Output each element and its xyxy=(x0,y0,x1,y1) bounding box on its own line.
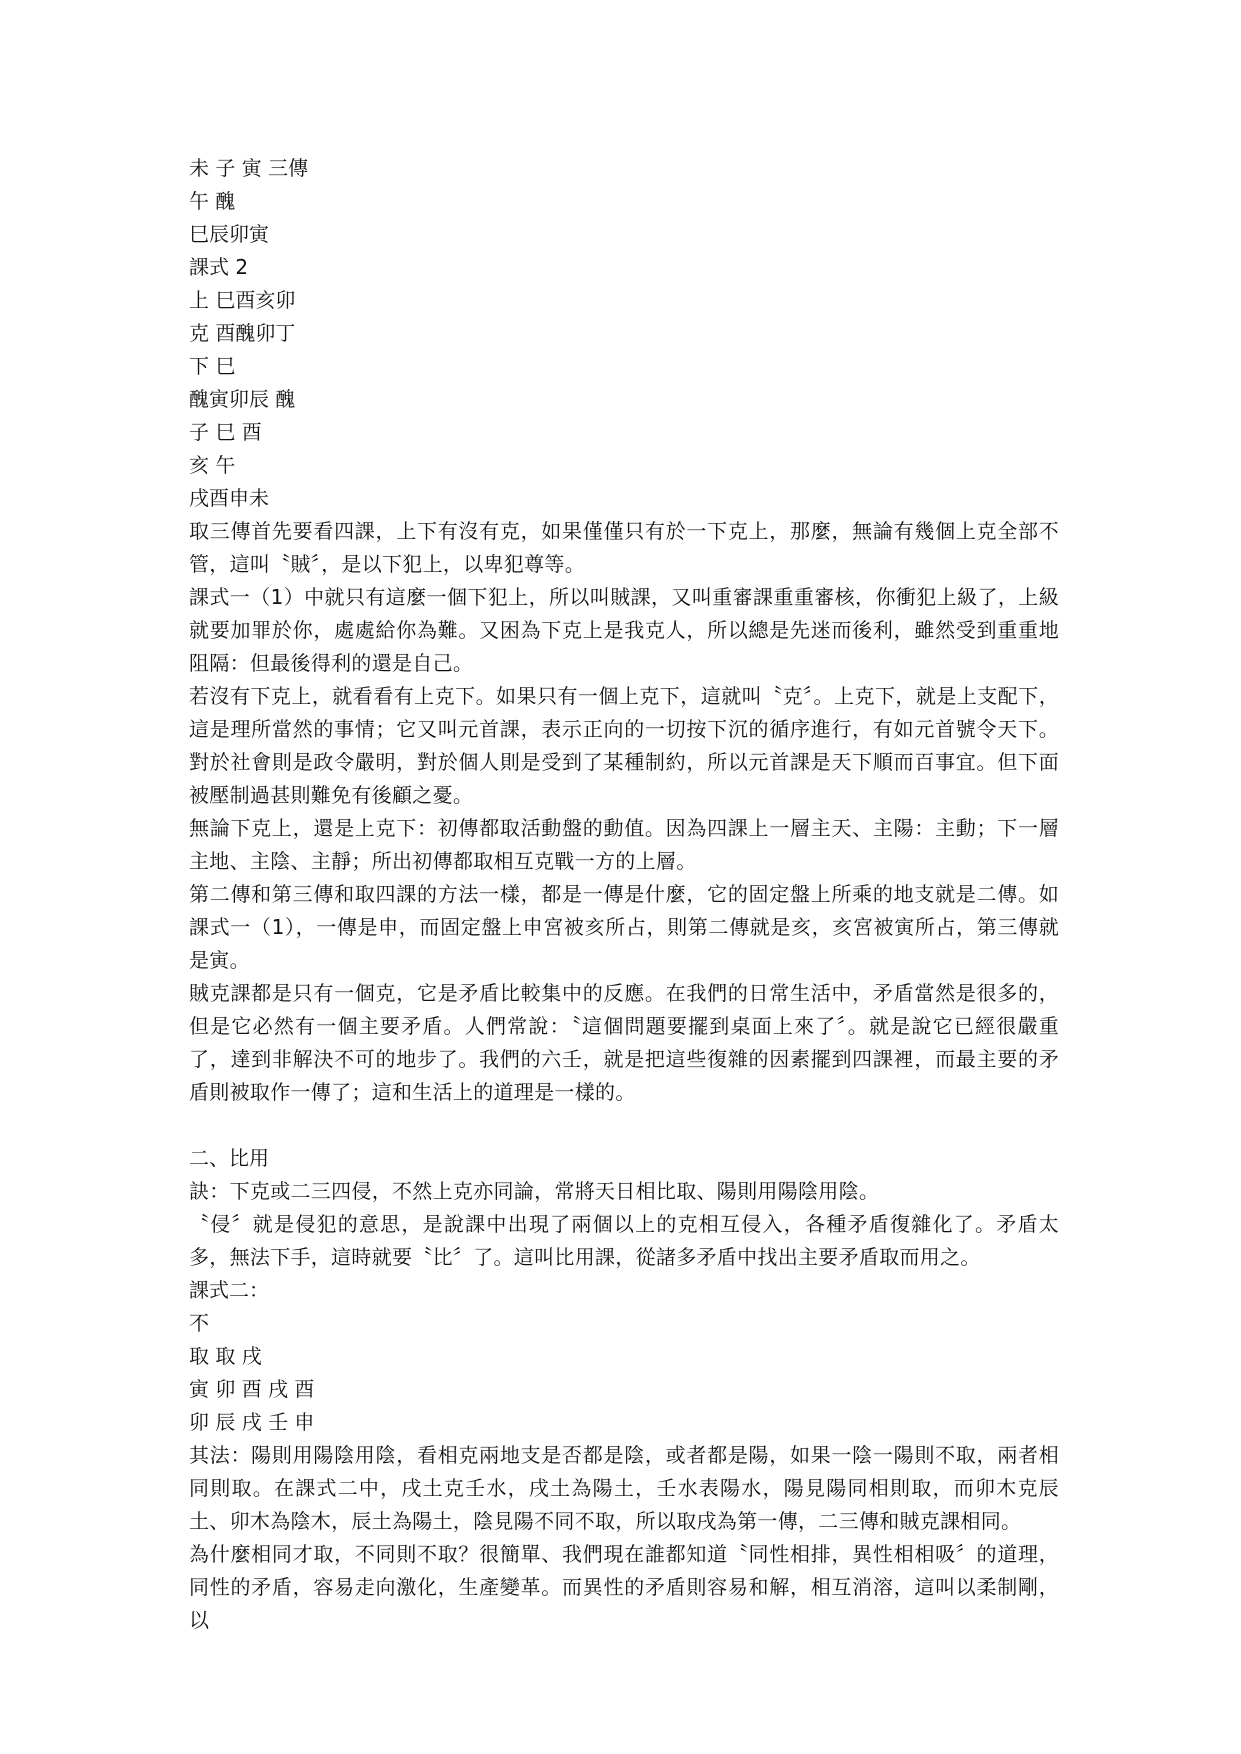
chart-line: 巳辰卯寅 xyxy=(189,222,269,246)
chart-line: 卯 辰 戌 壬 申 xyxy=(189,1410,315,1434)
paragraph: 訣：下克或二三四侵，不然上克亦同論，常將天日相比取、陽則用陽陰用陰。 xyxy=(189,1179,880,1203)
chart-line: 課式 2 xyxy=(189,255,249,279)
document-body xyxy=(189,152,1059,1637)
paragraph: 為什麼相同才取，不同則不取？很簡單、我們現在誰都知道〝同性相排，異性相相吸〞的道理，同性的矛盾，容易走向激化，生產變革。而異性的矛盾則容易和解，相互消溶，這叫以柔制剛，以 xyxy=(189,1542,1059,1632)
chart-line: 未 子 寅 三傳 xyxy=(189,156,309,180)
paragraph: 其法：陽則用陽陰用陰，看相克兩地支是否都是陰，或者都是陽，如果一陰一陽則不取，兩者相同則取。在課式二中，戌土克壬水，戌土為陽土，壬水表陽水，陽見陽同相則取，而卯木克辰土、卯木為陰木，辰土為陽土，陰見陽不同不取，所以取戌為第一傳，二三傳和賊克課相同。 xyxy=(189,1443,1059,1533)
chart-line: 戌酉申未 xyxy=(189,486,269,510)
chart-line: 寅 卯 酉 戌 酉 xyxy=(189,1377,315,1401)
chart-line: 子 巳 酉 xyxy=(189,420,262,444)
section-title: 二、比用 xyxy=(189,1146,269,1170)
chart-line: 亥 午 xyxy=(189,453,236,477)
blank-line xyxy=(189,1109,1059,1142)
paragraph: 無論下克上，還是上克下：初傳都取活動盤的動值。因為四課上一層主天、主陽：主動；下一層主地、主陰、主靜；所出初傳都取相互克戰一方的上層。 xyxy=(189,816,1059,873)
paragraph: 課式一（1）中就只有這麼一個下犯上，所以叫賊課，又叫重審課重重審核，你衝犯上級了，上級就要加罪於你，處處給你為難。又困為下克上是我克人，所以總是先迷而後利，雖然受到重重地阻隔：但最後得利的還是自己。 xyxy=(189,585,1059,675)
paragraph: 賊克課都是只有一個克，它是矛盾比較集中的反應。在我們的日常生活中，矛盾當然是很多的，但是它必然有一個主要矛盾。人們常說：〝這個問題要擺到桌面上來了〞。就是說它已經很嚴重了，達到非解決不可的地步了。我們的六壬，就是把這些復雜的因素擺到四課裡，而最主要的矛盾則被取作一傳了；這和生活上的道理是一樣的。 xyxy=(189,981,1059,1104)
paragraph: 取三傳首先要看四課，上下有沒有克，如果僅僅只有於一下克上，那麼，無論有幾個上克全部不管，這叫〝賊〞，是以下犯上，以卑犯尊等。 xyxy=(189,519,1059,576)
chart-line: 午 醜 xyxy=(189,189,236,213)
chart-line: 取 取 戌 xyxy=(189,1344,262,1368)
chart-line: 醜寅卯辰 醜 xyxy=(189,387,296,411)
paragraph: 〝侵〞就是侵犯的意思，是說課中出現了兩個以上的克相互侵入，各種矛盾復雜化了。矛盾太多，無法下手，這時就要〝比〞了。這叫比用課，從諸多矛盾中找出主要矛盾取而用之。 xyxy=(189,1212,1059,1269)
chart-line: 課式二： xyxy=(189,1278,269,1302)
chart-line: 下 巳 xyxy=(189,354,236,378)
paragraph: 第二傳和第三傳和取四課的方法一樣，都是一傳是什麼，它的固定盤上所乘的地支就是二傳。如課式一（1），一傳是申，而固定盤上申宮被亥所占，則第二傳就是亥，亥宮被寅所占，第三傳就是寅。 xyxy=(189,882,1059,972)
chart-line: 克 酉醜卯丁 xyxy=(189,321,296,345)
chart-line: 不 xyxy=(189,1311,209,1335)
chart-line: 上 巳酉亥卯 xyxy=(189,288,296,312)
paragraph: 若沒有下克上，就看看有上克下。如果只有一個上克下，這就叫〝克〞。上克下，就是上支配下，這是理所當然的事情；它又叫元首課，表示正向的一切按下沉的循序進行，有如元首號令天下。對於社會則是政令嚴明，對於個人則是受到了某種制約，所以元首課是天下順而百事宜。但下面被壓制過甚則難免有後顧之憂。 xyxy=(189,684,1059,807)
